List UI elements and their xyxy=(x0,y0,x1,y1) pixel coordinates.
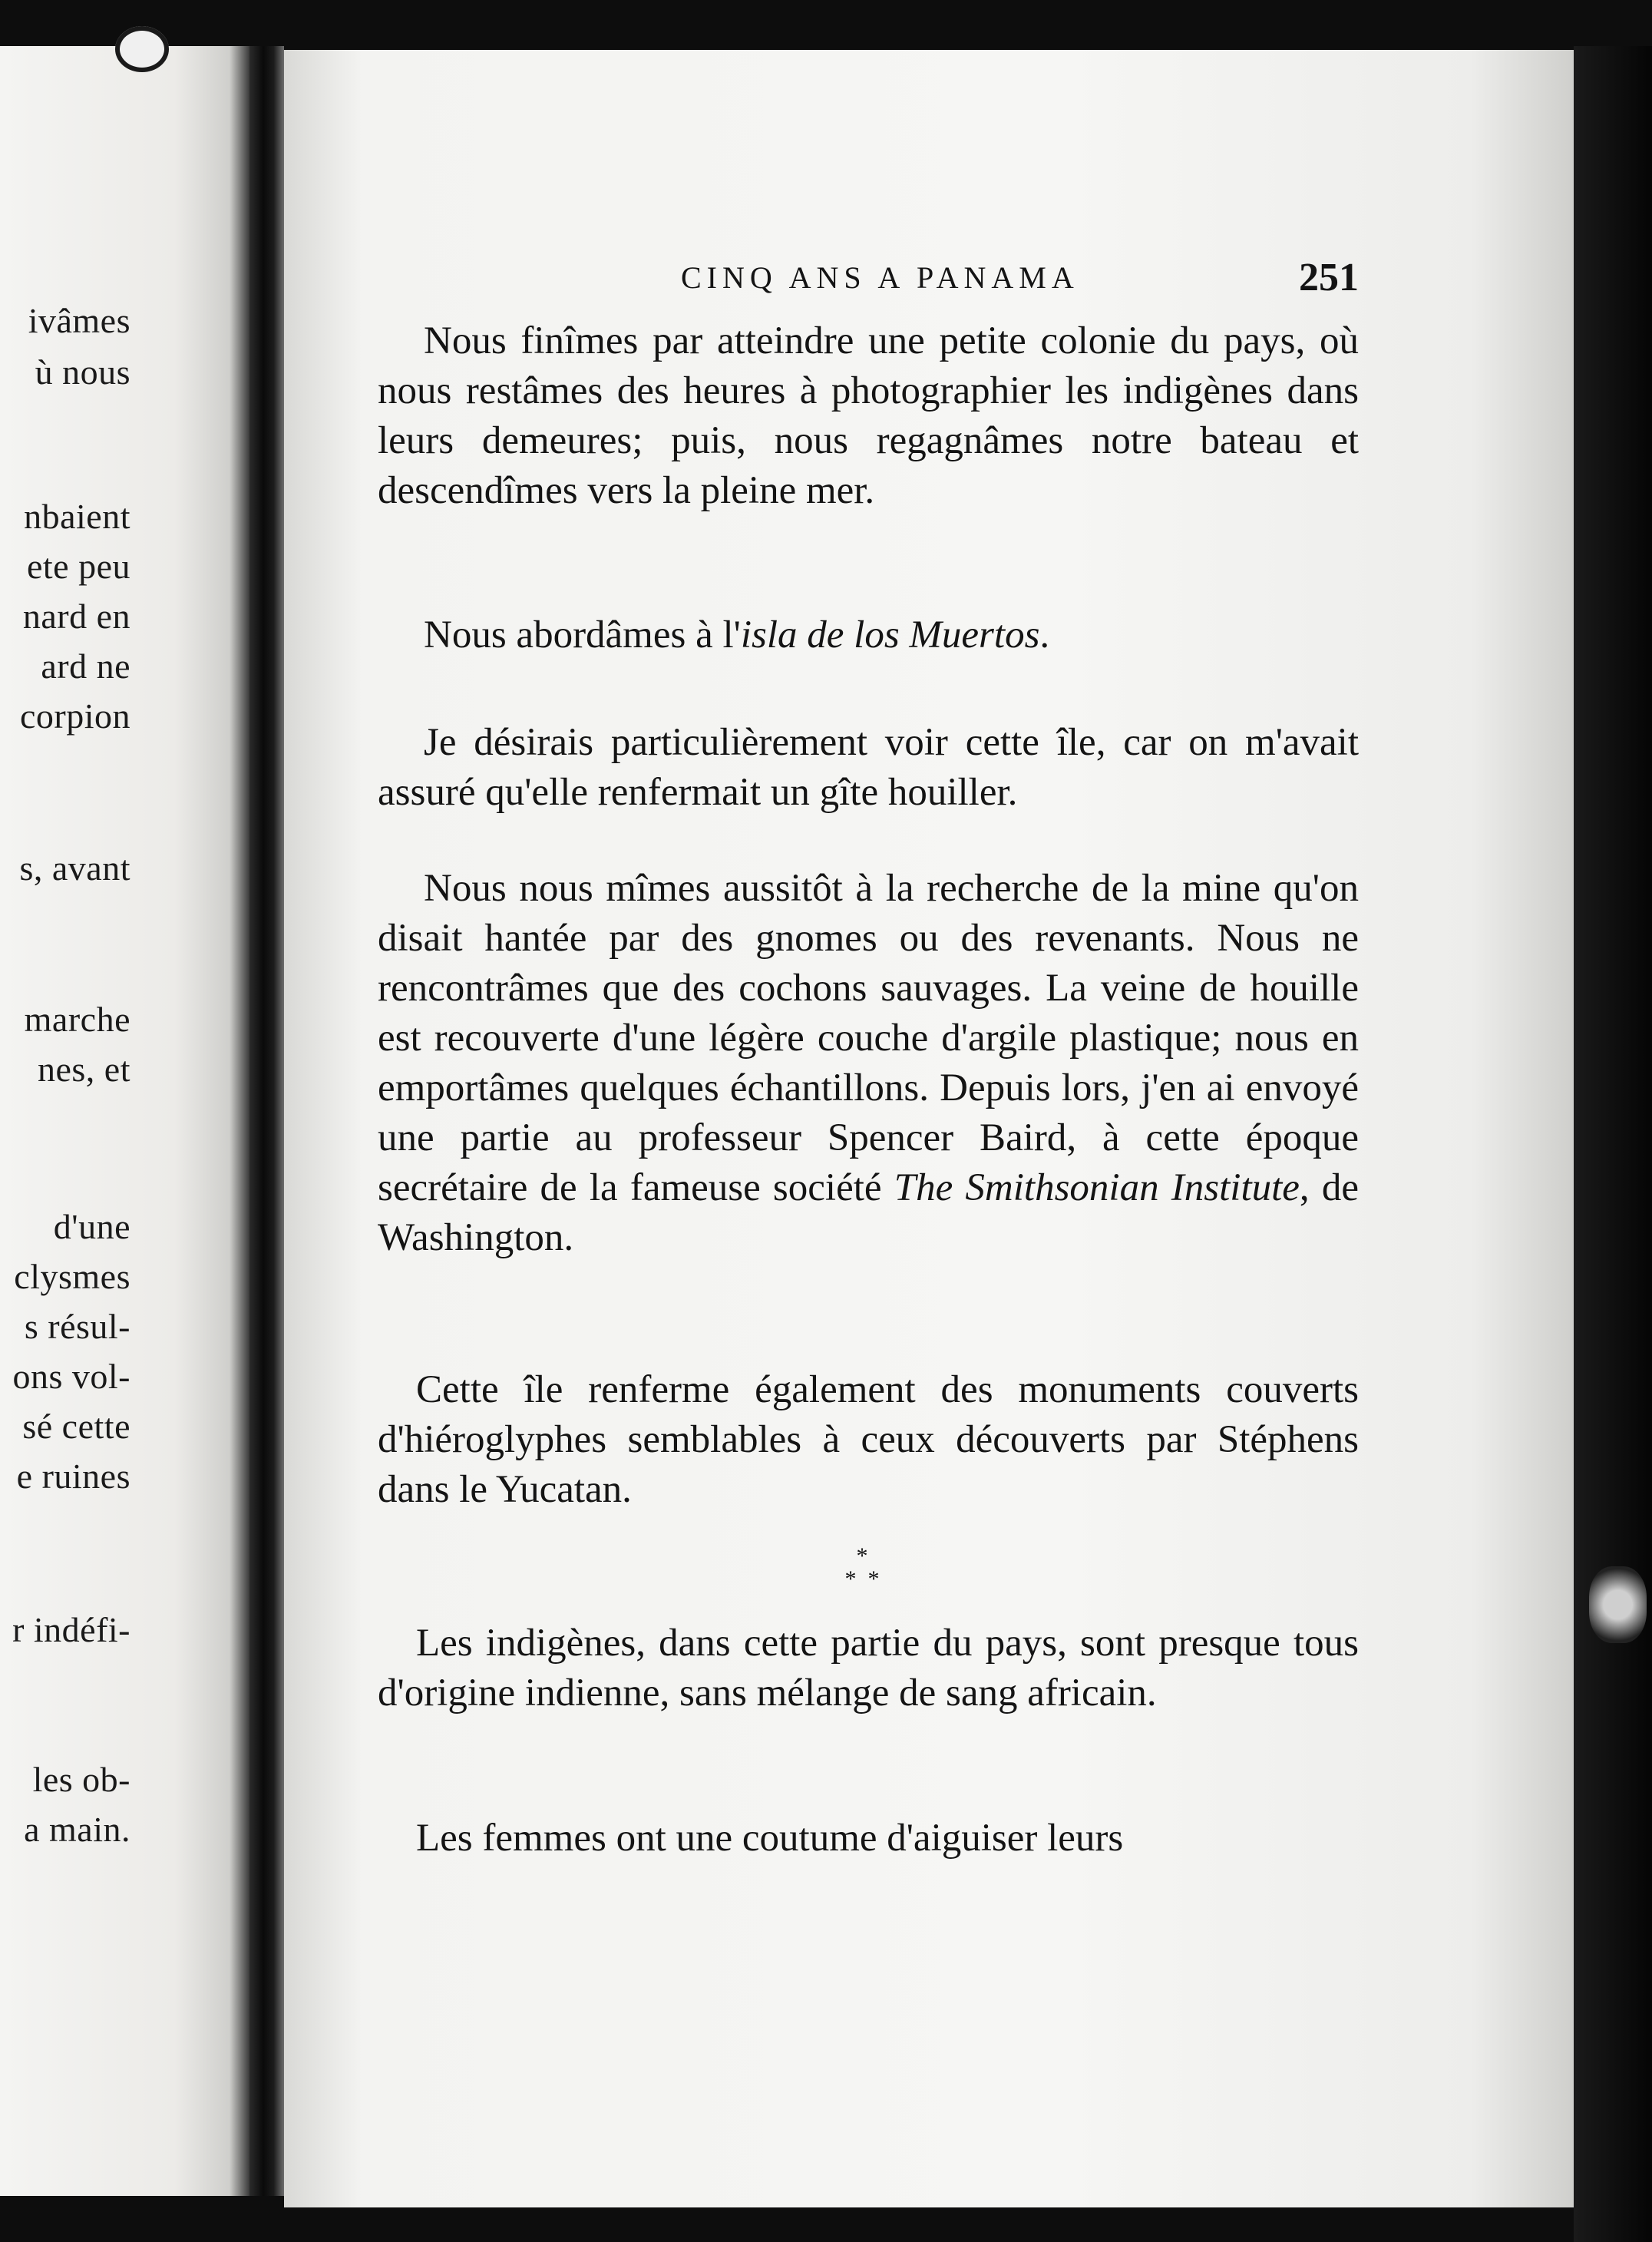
left-page-line: nes, et xyxy=(37,1050,131,1089)
side-smudge-mark xyxy=(1589,1566,1647,1643)
ink-blot-mark xyxy=(115,26,169,72)
paragraph xyxy=(378,1365,1359,1515)
paragraph-text: Les femmes ont une coutume d'aiguiser leurs xyxy=(416,1817,1124,1860)
left-page-line: les ob- xyxy=(32,1760,131,1799)
left-page-line: a main. xyxy=(24,1810,131,1849)
paragraph-text: Nous finîmes par atteindre une petite colonie du pays, où nous restâmes des heures à photographier les indigènes dans leurs demeures; puis, nous regagnâmes notre bateau et descendîmes vers la pleine mer. xyxy=(378,319,1359,512)
ornament-star-bottom: * * xyxy=(844,1566,880,1592)
paragraph-text: Nous nous mîmes aussitôt à la recherche de la mine qu'on disait hantée par des gnomes ou des revenants. Nous ne rencontrâmes que des cochons sauvages. La veine de houille est recouverte d'une légère couche d'argile plastique; nous en emportâmes quelques échantillons. Depuis lors, j'en ai envoyé une partie au professeur Spencer Baird, à cette époque secrétaire de la fameuse société xyxy=(378,867,1359,1209)
book-gutter xyxy=(249,46,284,2196)
paragraph-text: . xyxy=(1039,613,1050,656)
running-head xyxy=(378,256,1359,306)
left-page-line: ete peu xyxy=(26,547,131,586)
paragraph-text: Nous abordâmes à l' xyxy=(424,613,741,656)
paragraph xyxy=(378,1619,1359,1718)
left-page-line: s, avant xyxy=(19,848,131,888)
left-page-line: e ruines xyxy=(16,1457,131,1496)
paragraph-text: Cette île renferme également des monuments couverts d'hiéroglyphes semblables à ceux découverts par Stéphens dans le Yucatan. xyxy=(378,1368,1359,1511)
italic-text: The Smithsonian Institute xyxy=(894,1166,1300,1209)
left-page-line: marche xyxy=(24,1000,131,1039)
left-page-line: nbaient xyxy=(24,497,131,536)
paragraph-text: Je désirais particulièrement voir cette île, car on m'avait assuré qu'elle renfermait un gîte houiller. xyxy=(378,721,1359,814)
left-page-line: r indéfi- xyxy=(12,1610,131,1649)
page-number: 251 xyxy=(1299,256,1359,299)
ornament-star-top: * xyxy=(856,1543,868,1569)
left-page-line: ù nous xyxy=(35,352,131,392)
italic-text: isla de los Muertos xyxy=(740,613,1040,656)
left-page-line: s résul- xyxy=(24,1307,131,1346)
left-page-line: ons vol- xyxy=(12,1357,131,1396)
left-page-line: ard ne xyxy=(41,646,131,686)
left-page-line: clysmes xyxy=(14,1257,131,1296)
paragraph xyxy=(378,718,1359,818)
left-page-line: d'une xyxy=(53,1207,131,1246)
left-page-line: ivâmes xyxy=(28,301,131,340)
paragraph-text: Les indigènes, dans cette partie du pays, sont presque tous d'origine indienne, sans mélange de sang africain. xyxy=(378,1622,1359,1715)
paragraph-text: , de Washington. xyxy=(378,1166,1359,1259)
paragraph xyxy=(378,316,1359,516)
left-page-line: corpion xyxy=(19,696,131,736)
left-page-line: nard en xyxy=(22,597,131,636)
left-page-line: sé cette xyxy=(22,1407,131,1446)
left-facing-page xyxy=(0,46,249,2196)
right-scan-edge xyxy=(1574,46,1652,2242)
running-title: CINQ ANS A PANAMA xyxy=(681,260,1079,295)
paragraph xyxy=(378,610,1359,660)
section-ornament xyxy=(828,1545,897,1606)
paragraph xyxy=(378,1814,1359,1863)
paragraph xyxy=(378,864,1359,1263)
